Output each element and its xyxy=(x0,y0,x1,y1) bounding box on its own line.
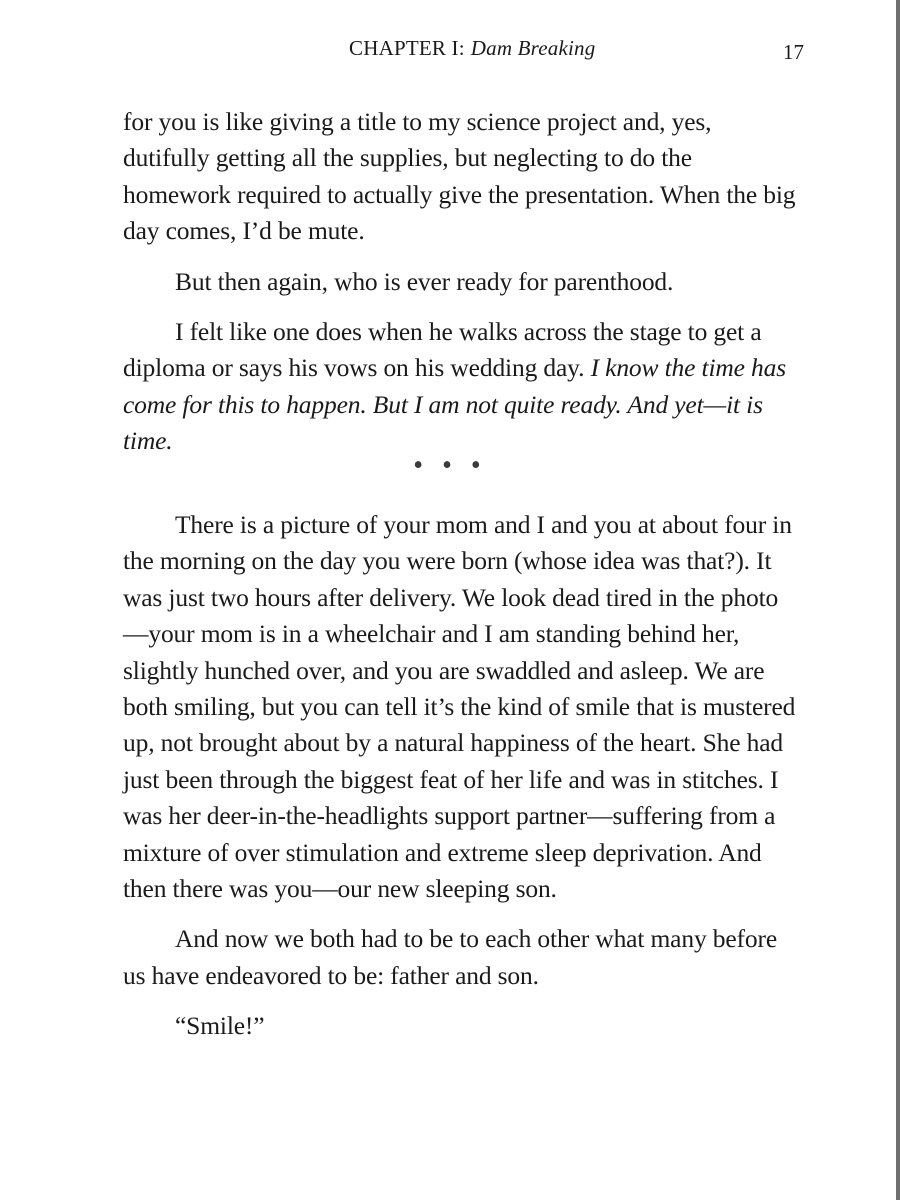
paragraph: There is a picture of your mom and I and you at about four in the morning on the day you were born (whose idea was that?). It was just two hours after delivery. We look dead tired in the photo—your mom is in a wheelchair and I am standing behind her, slightly hunched over, and you are swaddled and asleep. We are both smiling, but you can tell it’s the kind of smile that is mustered up, not brought about by a natural happiness of the heart. She had just been through the biggest feat of her life and was in stitches. I was her deer-in-the-headlights support partner—suffering from a mixture of over stimulation and extreme sleep deprivation. And then there was you—our new sleeping son. xyxy=(123,510,796,904)
chapter-name: Dam Breaking xyxy=(470,36,596,60)
running-head xyxy=(0,36,900,66)
paragraph xyxy=(123,314,803,460)
page-number: 17 xyxy=(783,40,804,64)
page-edge xyxy=(896,0,900,1200)
paragraph-italic-text: I know the time has come for this to happen. But I am not quite ready. And yet—it is time. xyxy=(123,353,787,456)
chapter-title xyxy=(349,36,595,61)
paragraph: “Smile!” xyxy=(175,1011,265,1041)
paragraph: And now we both had to be to each other what many before us have endeavored to be: father and son. xyxy=(123,924,777,990)
paragraph-plain-text: I felt like one does when he walks across the stage to get a diploma or says his vows on his wedding day. xyxy=(123,317,762,383)
paragraph-continued: for you is like giving a title to my science project and, yes, dutifully getting all the supplies, but neglecting to do the homework required to actually give the presentation. When the big day comes, I’d be mute. xyxy=(123,107,796,246)
body-text-top xyxy=(123,104,803,460)
paragraph: But then again, who is ever ready for parenthood. xyxy=(175,266,674,296)
section-break-ornament: • • • xyxy=(413,450,487,481)
chapter-label: CHAPTER I: xyxy=(349,36,465,60)
body-text-bottom xyxy=(123,507,803,1045)
